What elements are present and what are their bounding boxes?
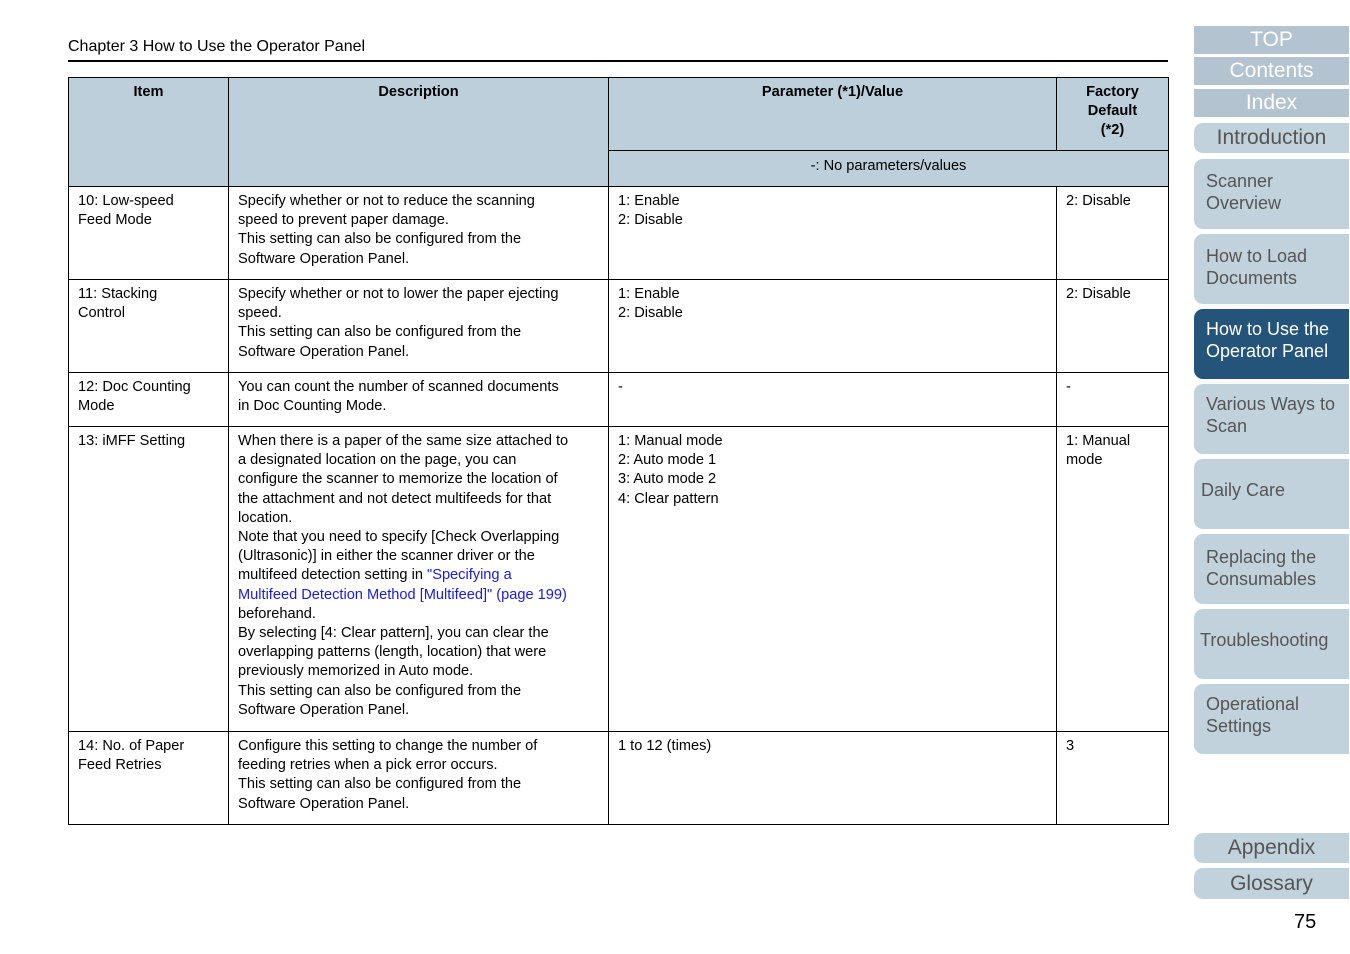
item-line: 10: Low-speed [78, 193, 174, 209]
default-line: mode [1066, 452, 1103, 469]
values-cell [609, 187, 1057, 280]
nav-introduction-tab[interactable]: Introduction [1194, 123, 1349, 153]
nav-tab-label: Operational [1206, 694, 1300, 714]
description-line: This setting can also be configured from the [238, 776, 522, 793]
description-line: overlapping patterns (length, location) that were [238, 644, 547, 661]
description-line: (Ultrasonic)] in either the scanner driver or the [238, 548, 535, 565]
page-number: 75 [1294, 911, 1317, 933]
value-line: 1: Enable [618, 193, 680, 209]
nav-tab-label: Settings [1206, 716, 1272, 736]
default-line: 2: Disable [1066, 286, 1131, 302]
value-line: 4: Clear pattern [618, 490, 719, 507]
nav-tab-label: How to Use the [1206, 319, 1330, 339]
nav-tab-label: Overview [1206, 193, 1282, 213]
item-line: Feed Retries [78, 757, 162, 774]
factory-default-line: Factory [1086, 84, 1139, 100]
column-header-description: Description [229, 78, 609, 187]
nav-tab-label: Troubleshooting [1200, 630, 1329, 650]
value-line: 1: Enable [618, 286, 680, 302]
table-row [69, 280, 1169, 373]
description-line: a designated location on the page, you can [238, 452, 517, 469]
item-line: Mode [78, 398, 115, 415]
item-line: 14: No. of Paper [78, 738, 185, 754]
nav-tab-label: Operator Panel [1206, 341, 1329, 361]
description-line: speed. [238, 305, 282, 322]
description-line: You can count the number of scanned documents [238, 379, 559, 395]
item-line: Control [78, 305, 126, 322]
description-line [238, 566, 600, 585]
description-text: multifeed detection setting in [238, 567, 428, 584]
description-line: By selecting [4: Clear pattern], you can clear the [238, 625, 549, 642]
nav-tab-label: Various Ways to [1206, 394, 1336, 414]
nav-tab-label: Documents [1206, 268, 1298, 288]
description-cell [229, 427, 609, 732]
default-cell [1057, 732, 1169, 825]
nav-glossary-tab[interactable]: Glossary [1194, 868, 1349, 899]
item-cell [69, 373, 229, 427]
nav-chapter-ways-to-scan[interactable] [1194, 384, 1349, 454]
column-header-factory-default [1057, 78, 1169, 151]
description-line: Specify whether or not to reduce the scanning [238, 193, 535, 209]
description-cell [229, 187, 609, 280]
column-header-parameter: Parameter (*1)/Value [609, 78, 1057, 151]
description-line: This setting can also be configured from the [238, 324, 522, 341]
default-cell [1057, 280, 1169, 373]
description-line: location. [238, 509, 293, 526]
nav-tab-label: Scan [1206, 416, 1248, 436]
default-line: 2: Disable [1066, 193, 1131, 209]
column-header-item: Item [69, 78, 229, 187]
table-row [69, 373, 1169, 427]
values-cell [609, 427, 1057, 732]
default-line: 3 [1066, 738, 1075, 754]
default-line: 1: Manual [1066, 433, 1131, 449]
factory-default-line: (*2) [1100, 122, 1125, 139]
nav-appendix-tab[interactable]: Appendix [1194, 833, 1349, 863]
value-line: 1: Manual mode [618, 433, 723, 449]
multifeed-method-link[interactable]: Multifeed Detection Method [Multifeed]" (page 199) [238, 586, 567, 603]
description-line: Software Operation Panel. [238, 250, 410, 267]
parameter-note: -: No parameters/values [609, 151, 1169, 187]
header-rule [68, 60, 1168, 62]
description-cell [229, 280, 609, 373]
item-cell [69, 280, 229, 373]
description-line: speed to prevent paper damage. [238, 212, 449, 229]
value-line: 2: Disable [618, 212, 683, 229]
description-cell [229, 732, 609, 825]
description-line: When there is a paper of the same size attached to [238, 433, 569, 449]
description-line: feeding retries when a pick error occurs. [238, 757, 498, 774]
description-line: Note that you need to specify [Check Overlapping [238, 529, 560, 546]
value-line: 2: Disable [618, 305, 683, 322]
nav-tab-label: Consumables [1206, 569, 1317, 589]
table-row [69, 732, 1169, 825]
default-cell [1057, 187, 1169, 280]
description-line: Software Operation Panel. [238, 795, 410, 812]
value-line: 1 to 12 (times) [618, 738, 712, 754]
nav-chapter-operator-panel[interactable] [1194, 309, 1349, 379]
value-line: 2: Auto mode 1 [618, 452, 717, 469]
description-line: the attachment and not detect multifeeds for that [238, 490, 552, 507]
chapter-header: Chapter 3 How to Use the Operator Panel [68, 38, 366, 55]
nav-tab-label: Replacing the [1206, 547, 1317, 567]
description-line: Specify whether or not to lower the paper ejecting [238, 286, 559, 302]
nav-tab-label: How to Load [1206, 246, 1308, 266]
default-line: - [1066, 379, 1071, 395]
description-cell [229, 373, 609, 427]
nav-chapter-consumables[interactable] [1194, 534, 1349, 604]
description-line: This setting can also be configured from the [238, 231, 522, 248]
description-line: in Doc Counting Mode. [238, 398, 387, 415]
item-line: 13: iMFF Setting [78, 433, 186, 449]
description-line: beforehand. [238, 605, 316, 622]
item-line: 11: Stacking [78, 286, 158, 302]
item-line: Feed Mode [78, 212, 152, 229]
description-line: previously memorized in Auto mode. [238, 663, 474, 680]
nav-top-button[interactable]: TOP [1194, 26, 1349, 54]
nav-chapter-load-documents[interactable] [1194, 234, 1349, 304]
nav-chapter-operational-settings[interactable] [1194, 684, 1349, 754]
description-line: Software Operation Panel. [238, 701, 410, 718]
item-line: 12: Doc Counting [78, 379, 191, 395]
nav-tab-label: Daily Care [1201, 480, 1286, 500]
nav-index-button[interactable]: Index [1194, 89, 1349, 117]
nav-tab-label: Scanner [1206, 171, 1274, 191]
description-line: Software Operation Panel. [238, 343, 410, 360]
item-cell [69, 187, 229, 280]
multifeed-method-link[interactable]: "Specifying a [427, 567, 512, 584]
value-line: - [618, 379, 623, 395]
value-line: 3: Auto mode 2 [618, 471, 717, 488]
operator-panel-settings-table [68, 77, 1169, 825]
default-cell [1057, 373, 1169, 427]
default-cell [1057, 427, 1169, 732]
factory-default-line: Default [1087, 103, 1138, 120]
item-cell [69, 427, 229, 732]
nav-contents-button[interactable]: Contents [1194, 57, 1349, 85]
nav-chapter-daily-care[interactable] [1194, 459, 1349, 529]
table-row [69, 427, 1169, 732]
item-cell [69, 732, 229, 825]
values-cell [609, 280, 1057, 373]
nav-chapter-scanner-overview[interactable] [1194, 159, 1349, 229]
values-cell [609, 373, 1057, 427]
table-row [69, 187, 1169, 280]
description-line: configure the scanner to memorize the location of [238, 471, 558, 488]
description-line: This setting can also be configured from the [238, 682, 522, 699]
description-line: Configure this setting to change the number of [238, 738, 538, 754]
nav-chapter-troubleshooting[interactable] [1194, 609, 1349, 679]
values-cell [609, 732, 1057, 825]
